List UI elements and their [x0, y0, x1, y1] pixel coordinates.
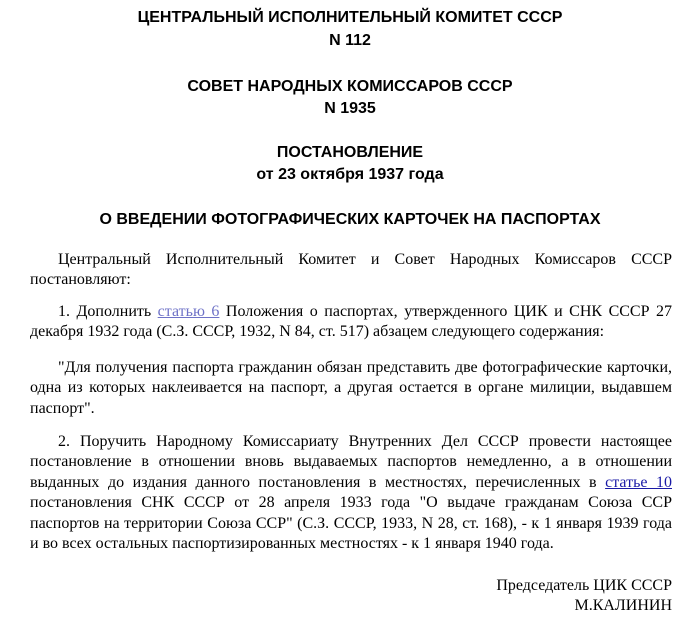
item-2-text-end: постановления СНК СССР от 28 апреля 1933 года "О выдаче гражданам Союза ССР паспортов на территории Союза ССР" (С.З. СССР, 1933, N 28, ст. 168), - к 1 января 1939 года и во всех остальных паспортизированных местностях - к 1 января 1940 года. [30, 494, 672, 553]
issuer-2-number: N 1935 [324, 100, 376, 117]
item-2-text-start: 2. Поручить Народному Комиссариату Внутренних Дел СССР провести настоящее постановление в отношении вновь выдаваемых паспортов немедленно, а в отношении выданных до издания данного постановления в местностях, перечисленных в [30, 433, 672, 491]
issuer-1-number: N 112 [329, 32, 371, 49]
preamble-paragraph: Центральный Исполнительный Комитет и Совет Народных Комиссаров СССР постановляют: [30, 251, 672, 289]
item-2-paragraph [30, 432, 672, 554]
item-1-text-end: Положения о паспортах, утвержденного ЦИК и СНК СССР 27 декабря 1932 года (С.З. СССР, 1932, N 84, ст. 517) абзацем следующего содержания: [30, 303, 673, 341]
item-1-text-start: 1. Дополнить [58, 303, 158, 320]
signature-position: Председатель ЦИК СССР [496, 577, 672, 594]
issuer-2-title: СОВЕТ НАРОДНЫХ КОМИССАРОВ СССР [187, 78, 513, 95]
document-title: О ВВЕДЕНИИ ФОТОГРАФИЧЕСКИХ КАРТОЧЕК НА ПАСПОРТАХ [99, 211, 601, 228]
article-6-link[interactable]: статью 6 [157, 303, 220, 320]
document-date: от 23 октября 1937 года [256, 166, 444, 183]
quote-paragraph: "Для получения паспорта гражданин обязан представить две фотографические карточки, одна из которых наклеивается на паспорт, а другая остается в органе милиции, выдавшем паспорт". [30, 359, 672, 417]
signature-name: М.КАЛИНИН [574, 597, 672, 614]
article-10-link[interactable]: статье 10 [605, 473, 672, 491]
issuer-1-title: ЦЕНТРАЛЬНЫЙ ИСПОЛНИТЕЛЬНЫЙ КОМИТЕТ СССР [137, 9, 563, 26]
document-type: ПОСТАНОВЛЕНИЕ [276, 144, 424, 161]
item-1-paragraph [30, 302, 672, 343]
